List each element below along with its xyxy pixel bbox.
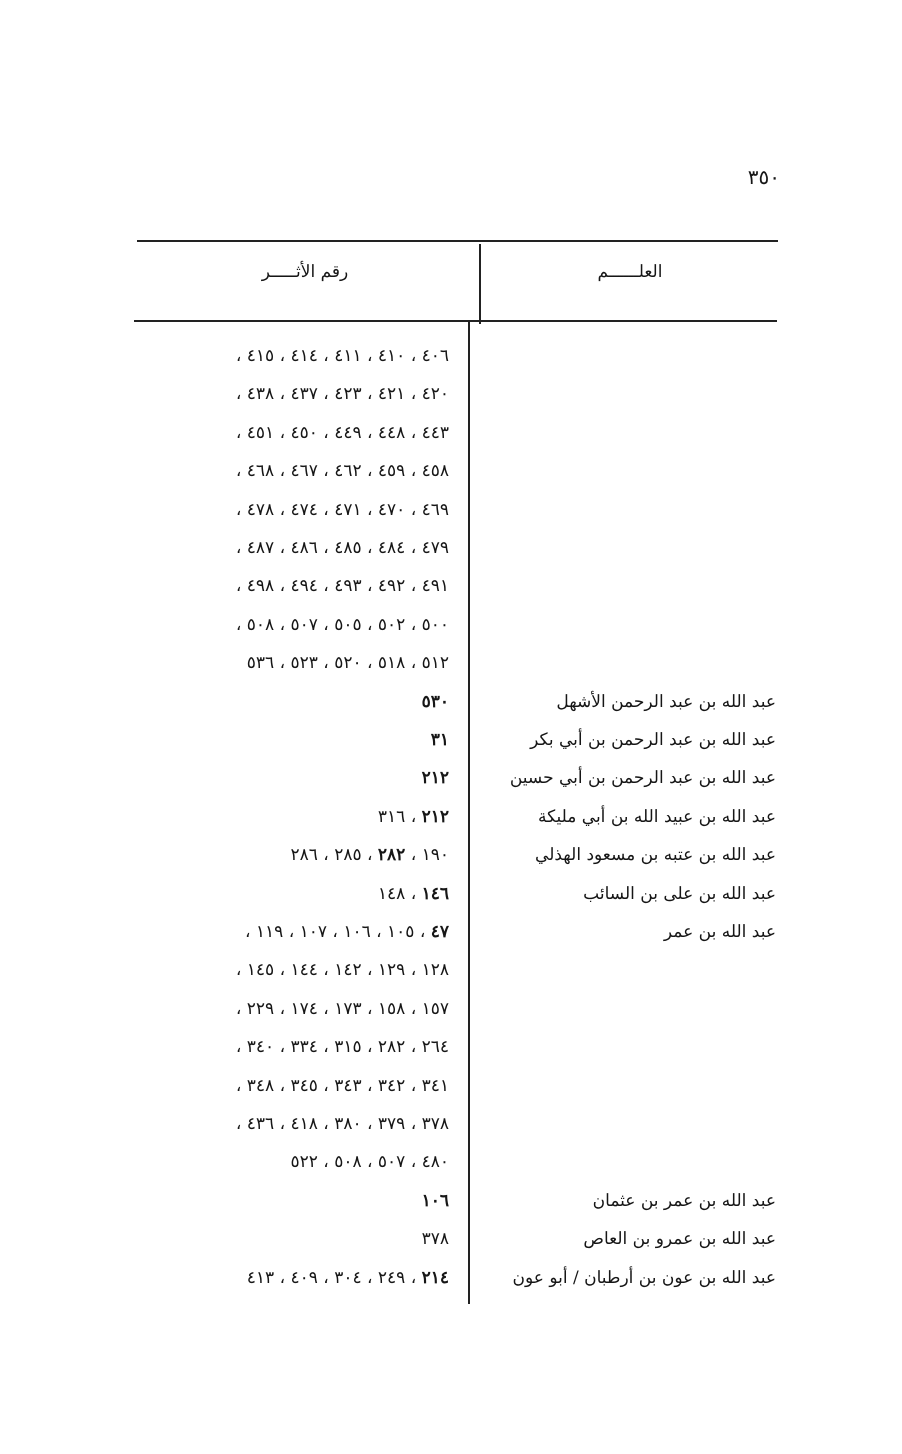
refs-cell [236,491,449,529]
name-cell: عبد الله بن عون بن أرطبان / أبو عون [512,1267,776,1288]
refs-cell [236,375,449,413]
refs-primary: ٢٨٢ [377,845,406,866]
refs-cell [290,836,449,874]
refs-cell [378,875,449,913]
table-row [0,491,902,529]
name-cell: عبد الله بن عبد الرحمن الأشهل [556,691,776,712]
refs-cell [236,1067,449,1105]
refs-cell [236,990,449,1028]
refs-text: ١٥٧ ، ١٥٨ ، ١٧٣ ، ١٧٤ ، ٢٢٩ ، [235,998,449,1019]
refs-text: ٤٨٠ ، ٥٠٧ ، ٥٠٨ ، ٥٢٢ [290,1152,449,1173]
table-row [0,1028,902,1066]
table-row [0,913,902,951]
refs-cell [236,606,449,644]
refs-text: ٥٠٠ ، ٥٠٢ ، ٥٠٥ ، ٥٠٧ ، ٥٠٨ ، [235,614,449,635]
name-cell: عبد الله بن على بن السائب [583,883,776,904]
table-header-rule [134,320,777,322]
refs-cell [290,1143,449,1181]
table-row [0,951,902,989]
refs-text: ٤٧٩ ، ٤٨٤ ، ٤٨٥ ، ٤٨٦ ، ٤٨٧ ، [235,538,449,558]
refs-cell [247,644,449,682]
refs-text: ٥١٢ ، ٥١٨ ، ٥٢٠ ، ٥٢٣ ، ٥٣٦ [246,653,449,674]
table-row [0,644,902,682]
refs-text: ٤٥٨ ، ٤٥٩ ، ٤٦٢ ، ٤٦٧ ، ٤٦٨ ، [235,461,449,482]
table-row [0,875,902,913]
table-row [0,1105,902,1143]
table-row [0,1259,902,1297]
refs-text: ٤٢٠ ، ٤٢١ ، ٤٢٣ ، ٤٣٧ ، ٤٣٨ ، [235,384,449,405]
table-row [0,1067,902,1105]
refs-cell [236,337,449,375]
refs-cell [236,1105,449,1143]
header-refs-column: رقم الأثـــــر [261,262,349,282]
refs-primary: ٥٣٠ [421,691,449,712]
refs-text: ، ٢٤٩ ، ٣٠٤ ، ٤٠٩ ، ٤١٣ [246,1267,422,1288]
name-cell: عبد الله بن عبد الرحمن بن أبي حسين [509,768,776,789]
refs-cell [422,759,449,797]
refs-primary: ٤٧ [430,922,449,942]
table-row [0,375,902,413]
refs-text: ٢٦٤ ، ٢٨٢ ، ٣١٥ ، ٣٣٤ ، ٣٤٠ ، [235,1037,449,1058]
table-row [0,567,902,605]
refs-text: ٤٠٦ ، ٤١٠ ، ٤١١ ، ٤١٤ ، ٤١٥ ، [235,346,449,366]
refs-primary: ٢١٢ [421,806,449,827]
refs-primary: ٢١٤ [421,1267,449,1288]
refs-text: ٣٤١ ، ٣٤٢ ، ٣٤٣ ، ٣٤٥ ، ٣٤٨ ، [235,1075,449,1096]
header-name-column: العلــــــم [597,262,663,282]
refs-text: ، ١٤٨ [377,883,422,904]
refs-text: ٣٧٨ ، ٣٧٩ ، ٣٨٠ ، ٤١٨ ، ٤٣٦ ، [235,1114,449,1134]
refs-text: ٤٤٣ ، ٤٤٨ ، ٤٤٩ ، ٤٥٠ ، ٤٥١ ، [235,422,449,443]
table-top-rule [137,240,778,242]
table-row [0,1182,902,1220]
table-row [0,798,902,836]
table-row [0,452,902,490]
refs-cell [236,951,449,989]
column-divider [479,244,481,324]
refs-text: ، ١٠٥ ، ١٠٦ ، ١٠٧ ، ١١٩ ، [245,922,431,942]
refs-primary: ١٤٦ [421,883,449,904]
refs-primary: ٢١٢ [421,768,449,789]
refs-text: ، ٣١٦ [377,806,422,827]
table-row [0,683,902,721]
table-row [0,836,902,874]
refs-cell [422,1182,449,1220]
refs-cell [431,721,449,759]
table-row [0,414,902,452]
table-row [0,721,902,759]
refs-cell [236,1028,449,1066]
table-row [0,1220,902,1258]
refs-cell [236,529,449,567]
refs-cell [422,1220,449,1258]
refs-text: ٤٦٩ ، ٤٧٠ ، ٤٧١ ، ٤٧٤ ، ٤٧٨ ، [235,499,449,520]
name-cell: عبد الله بن عمر [663,922,776,942]
refs-primary: ١٠٦ [421,1190,449,1211]
table-row [0,606,902,644]
refs-cell [236,414,449,452]
refs-cell [247,1259,449,1297]
refs-cell [236,452,449,490]
name-cell: عبد الله بن عتبه بن مسعود الهذلي [535,845,776,866]
name-cell: عبد الله بن عبيد الله بن أبي مليكة [538,806,776,827]
table-row [0,337,902,375]
refs-text: ١٢٨ ، ١٢٩ ، ١٤٢ ، ١٤٤ ، ١٤٥ ، [235,960,449,981]
page-number: ٣٥٠ [747,165,780,189]
refs-cell [422,683,449,721]
table-row [0,990,902,1028]
refs-cell [378,798,449,836]
refs-primary: ٣١ [430,730,449,750]
table-row [0,1143,902,1181]
refs-text: ٤٩١ ، ٤٩٢ ، ٤٩٣ ، ٤٩٤ ، ٤٩٨ ، [235,576,449,597]
refs-text: ٣٧٨ [421,1229,449,1250]
table-row [0,529,902,567]
name-cell: عبد الله بن عمر بن عثمان [592,1190,776,1211]
refs-text: ١٩٠ ، [405,845,449,866]
refs-cell [245,913,449,951]
refs-cell [236,567,449,605]
refs-text: ، ٢٨٥ ، ٢٨٦ [290,845,378,866]
table-row [0,759,902,797]
name-cell: عبد الله بن عمرو بن العاص [583,1229,776,1250]
name-cell: عبد الله بن عبد الرحمن بن أبي بكر [530,730,776,750]
